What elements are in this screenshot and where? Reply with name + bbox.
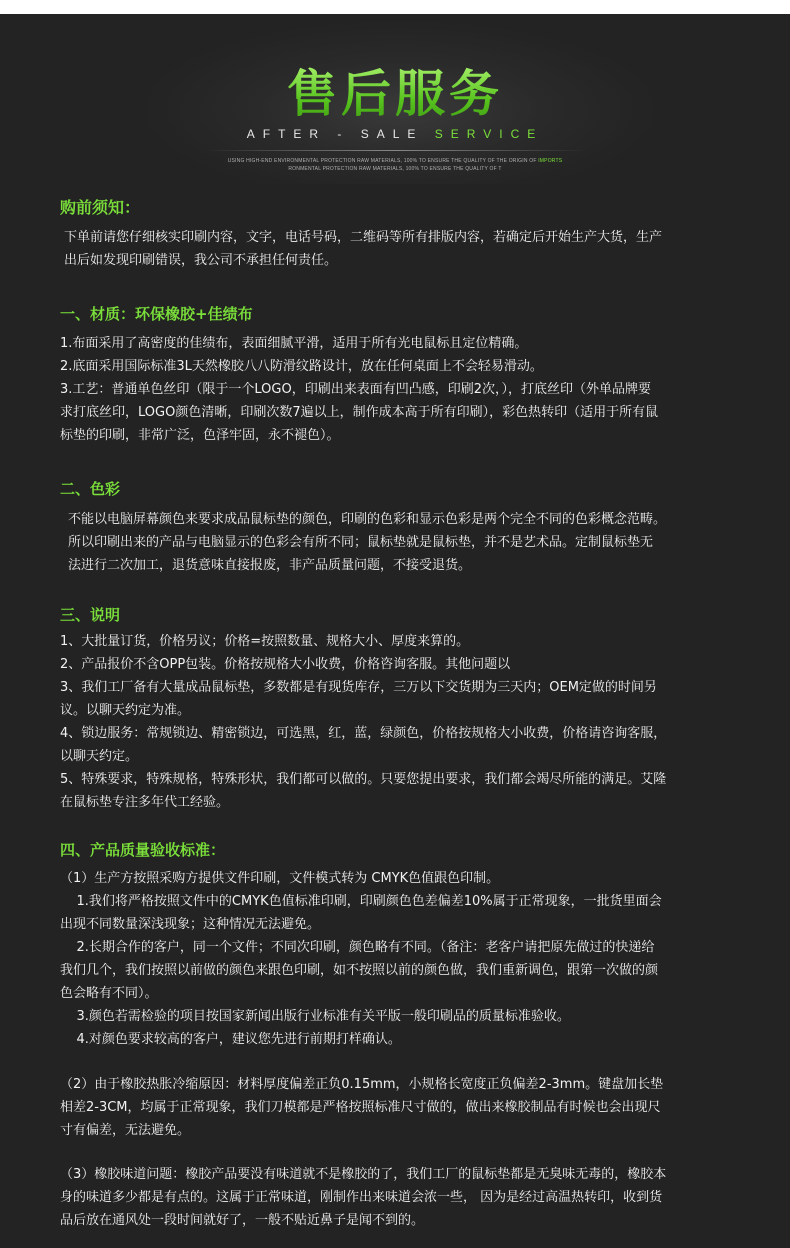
section-notes-line-5: 4、锁边服务：常规锁边、精密锁边，可选黑，红，蓝，绿颜色，价格按规格大小收费，价格请咨询客服， xyxy=(60,726,667,741)
section-color-line-1: 不能以电脑屏幕颜色来要求成品鼠标垫的颜色，印刷的色彩和显示色彩是两个完全不同的色彩概念范畴。 xyxy=(68,512,667,527)
section-quality-para2-line-1: （2）由于橡胶热胀冷缩原因：材料厚度偏差正负0.15mm，小规格长宽度正负偏差2-3mm。键盘加长垫 xyxy=(60,1077,664,1092)
header-divider xyxy=(205,150,585,151)
pre-purchase-heading: 购前须知： xyxy=(60,198,141,217)
page-title: 售后服务 xyxy=(0,64,790,124)
section-quality-para3-line-2: 身的味道多少都是有点的。这属于正常味道，刚制作出来味道会浓一些， 因为是经过高温热转印，收到货 xyxy=(60,1190,663,1205)
section-material-line-2: 2.底面采用国际标准3L天然橡胶八八防滑纹路设计，放在任何桌面上不会轻易滑动。 xyxy=(60,359,543,374)
section-material-line-4: 求打底丝印，LOGO颜色清晰，印刷次数7遍以上，制作成本高于所有印刷），彩色热转印（适用于所有鼠 xyxy=(60,405,659,420)
header-tagline-2: RONMENTAL PROTECTION RAW MATERIALS, 100% TO ENSURE THE QUALITY OF T xyxy=(288,166,502,172)
section-notes-line-3: 3、我们工厂备有大量成品鼠标垫，多数都是有现货库存，三万以下交货期为三天内；OEM定做的时间另 xyxy=(60,680,657,695)
page-subtitle: AFTER - SALE SERVICE xyxy=(246,127,544,141)
pre-purchase-line-2: 出后如发现印刷错误，我公司不承担任何责任。 xyxy=(64,253,338,268)
section-material-line-3: 3.工艺：普通单色丝印（限于一个LOGO，印刷出来表面有凹凸感，印刷2次，），打底丝印（外单品牌要 xyxy=(60,382,651,397)
section-quality-line-4: 2.长期合作的客户，同一个文件；不同次印刷，颜色略有不同。（备注：老客户请把原先做过的快递给 xyxy=(60,940,655,955)
section-quality-line-5: 我们几个，我们按照以前做的颜色来跟色印刷，如不按照以前的颜色做，我们重新调色，跟第一次做的颜 xyxy=(60,963,659,978)
section-quality-para3-line-1: （3）橡胶味道问题：橡胶产品要没有味道就不是橡胶的了，我们工厂的鼠标垫都是无臭味无毒的，橡胶本 xyxy=(60,1167,667,1182)
section-material-line-1: 1.布面采用了高密度的佳绩布，表面细腻平滑，适用于所有光电鼠标且定位精确。 xyxy=(60,336,528,351)
section-notes-line-4: 议。以聊天约定为准。 xyxy=(60,703,191,718)
section-quality-line-6: 色会略有不同）。 xyxy=(60,986,158,1001)
section-material-heading: 一、材质：环保橡胶+佳绩布 xyxy=(60,305,253,323)
section-quality-para3-line-3: 品后放在通风处一段时间就好了，一般不贴近鼻子是闻不到的。 xyxy=(60,1213,425,1228)
section-quality-line-1: （1）生产方按照采购方提供文件印刷，文件模式转为 CMYK色值跟色印制。 xyxy=(60,871,500,886)
section-notes-line-2: 2、产品报价不含OPP包装。价格按规格大小收费，价格咨询客服。其他问题以 xyxy=(60,657,511,672)
section-quality-line-8: 4.对颜色要求较高的客户，建议您先进行前期打样确认。 xyxy=(60,1032,401,1047)
section-quality-line-7: 3.颜色若需检验的项目按国家新闻出版行业标准有关平版一般印刷品的质量标准验收。 xyxy=(60,1009,570,1024)
section-quality-line-2: 1.我们将严格按照文件中的CMYK色值标准印刷，印刷颜色色差偏差10%属于正常现象，一批货里面会 xyxy=(60,894,662,909)
header-tagline-1: USING HIGH-END ENVIRONMENTAL PROTECTION RAW MATERIALS, 100% TO ENSURE THE QUALITY OF THE ORIGIN OF IMPORTS xyxy=(227,158,563,164)
section-material-line-5: 标垫的印刷，非常广泛，色泽牢固，永不褪色）。 xyxy=(60,428,340,443)
section-quality-para2-line-3: 寸有偏差，无法避免。 xyxy=(60,1123,191,1138)
section-notes-line-1: 1、大批量订货，价格另议；价格=按照数量、规格大小、厚度来算的。 xyxy=(60,634,470,649)
section-notes-line-7: 5、特殊要求，特殊规格，特殊形状，我们都可以做的。只要您提出要求，我们都会竭尽所能的满足。艾隆 xyxy=(60,772,667,787)
section-notes-line-6: 以聊天约定。 xyxy=(60,749,139,764)
section-quality-para2-line-2: 相差2-3CM，均属于正常现象，我们刀模都是严格按照标准尺寸做的，做出来橡胶制品有时候也会出现尺 xyxy=(60,1100,661,1115)
section-color-line-3: 法进行二次加工，退货意味直接报废，非产品质量问题，不接受退货。 xyxy=(68,558,472,573)
section-quality-line-3: 出现不同数量深浅现象；这种情况无法避免。 xyxy=(60,917,321,932)
section-color-heading: 二、色彩 xyxy=(60,480,121,498)
section-notes-line-8: 在鼠标垫专注多年代工经验。 xyxy=(60,795,230,810)
pre-purchase-line-1: 下单前请您仔细核实印刷内容，文字，电话号码，二维码等所有排版内容，若确定后开始生产大货，生产 xyxy=(64,230,663,245)
section-quality-heading: 四、产品质量验收标准： xyxy=(60,841,226,859)
section-color-line-2: 所以印刷出来的产品与电脑显示的色彩会有所不同；鼠标垫就是鼠标垫，并不是艺术品。定制鼠标垫无 xyxy=(68,535,654,550)
section-notes-heading: 三、说明 xyxy=(60,606,121,624)
